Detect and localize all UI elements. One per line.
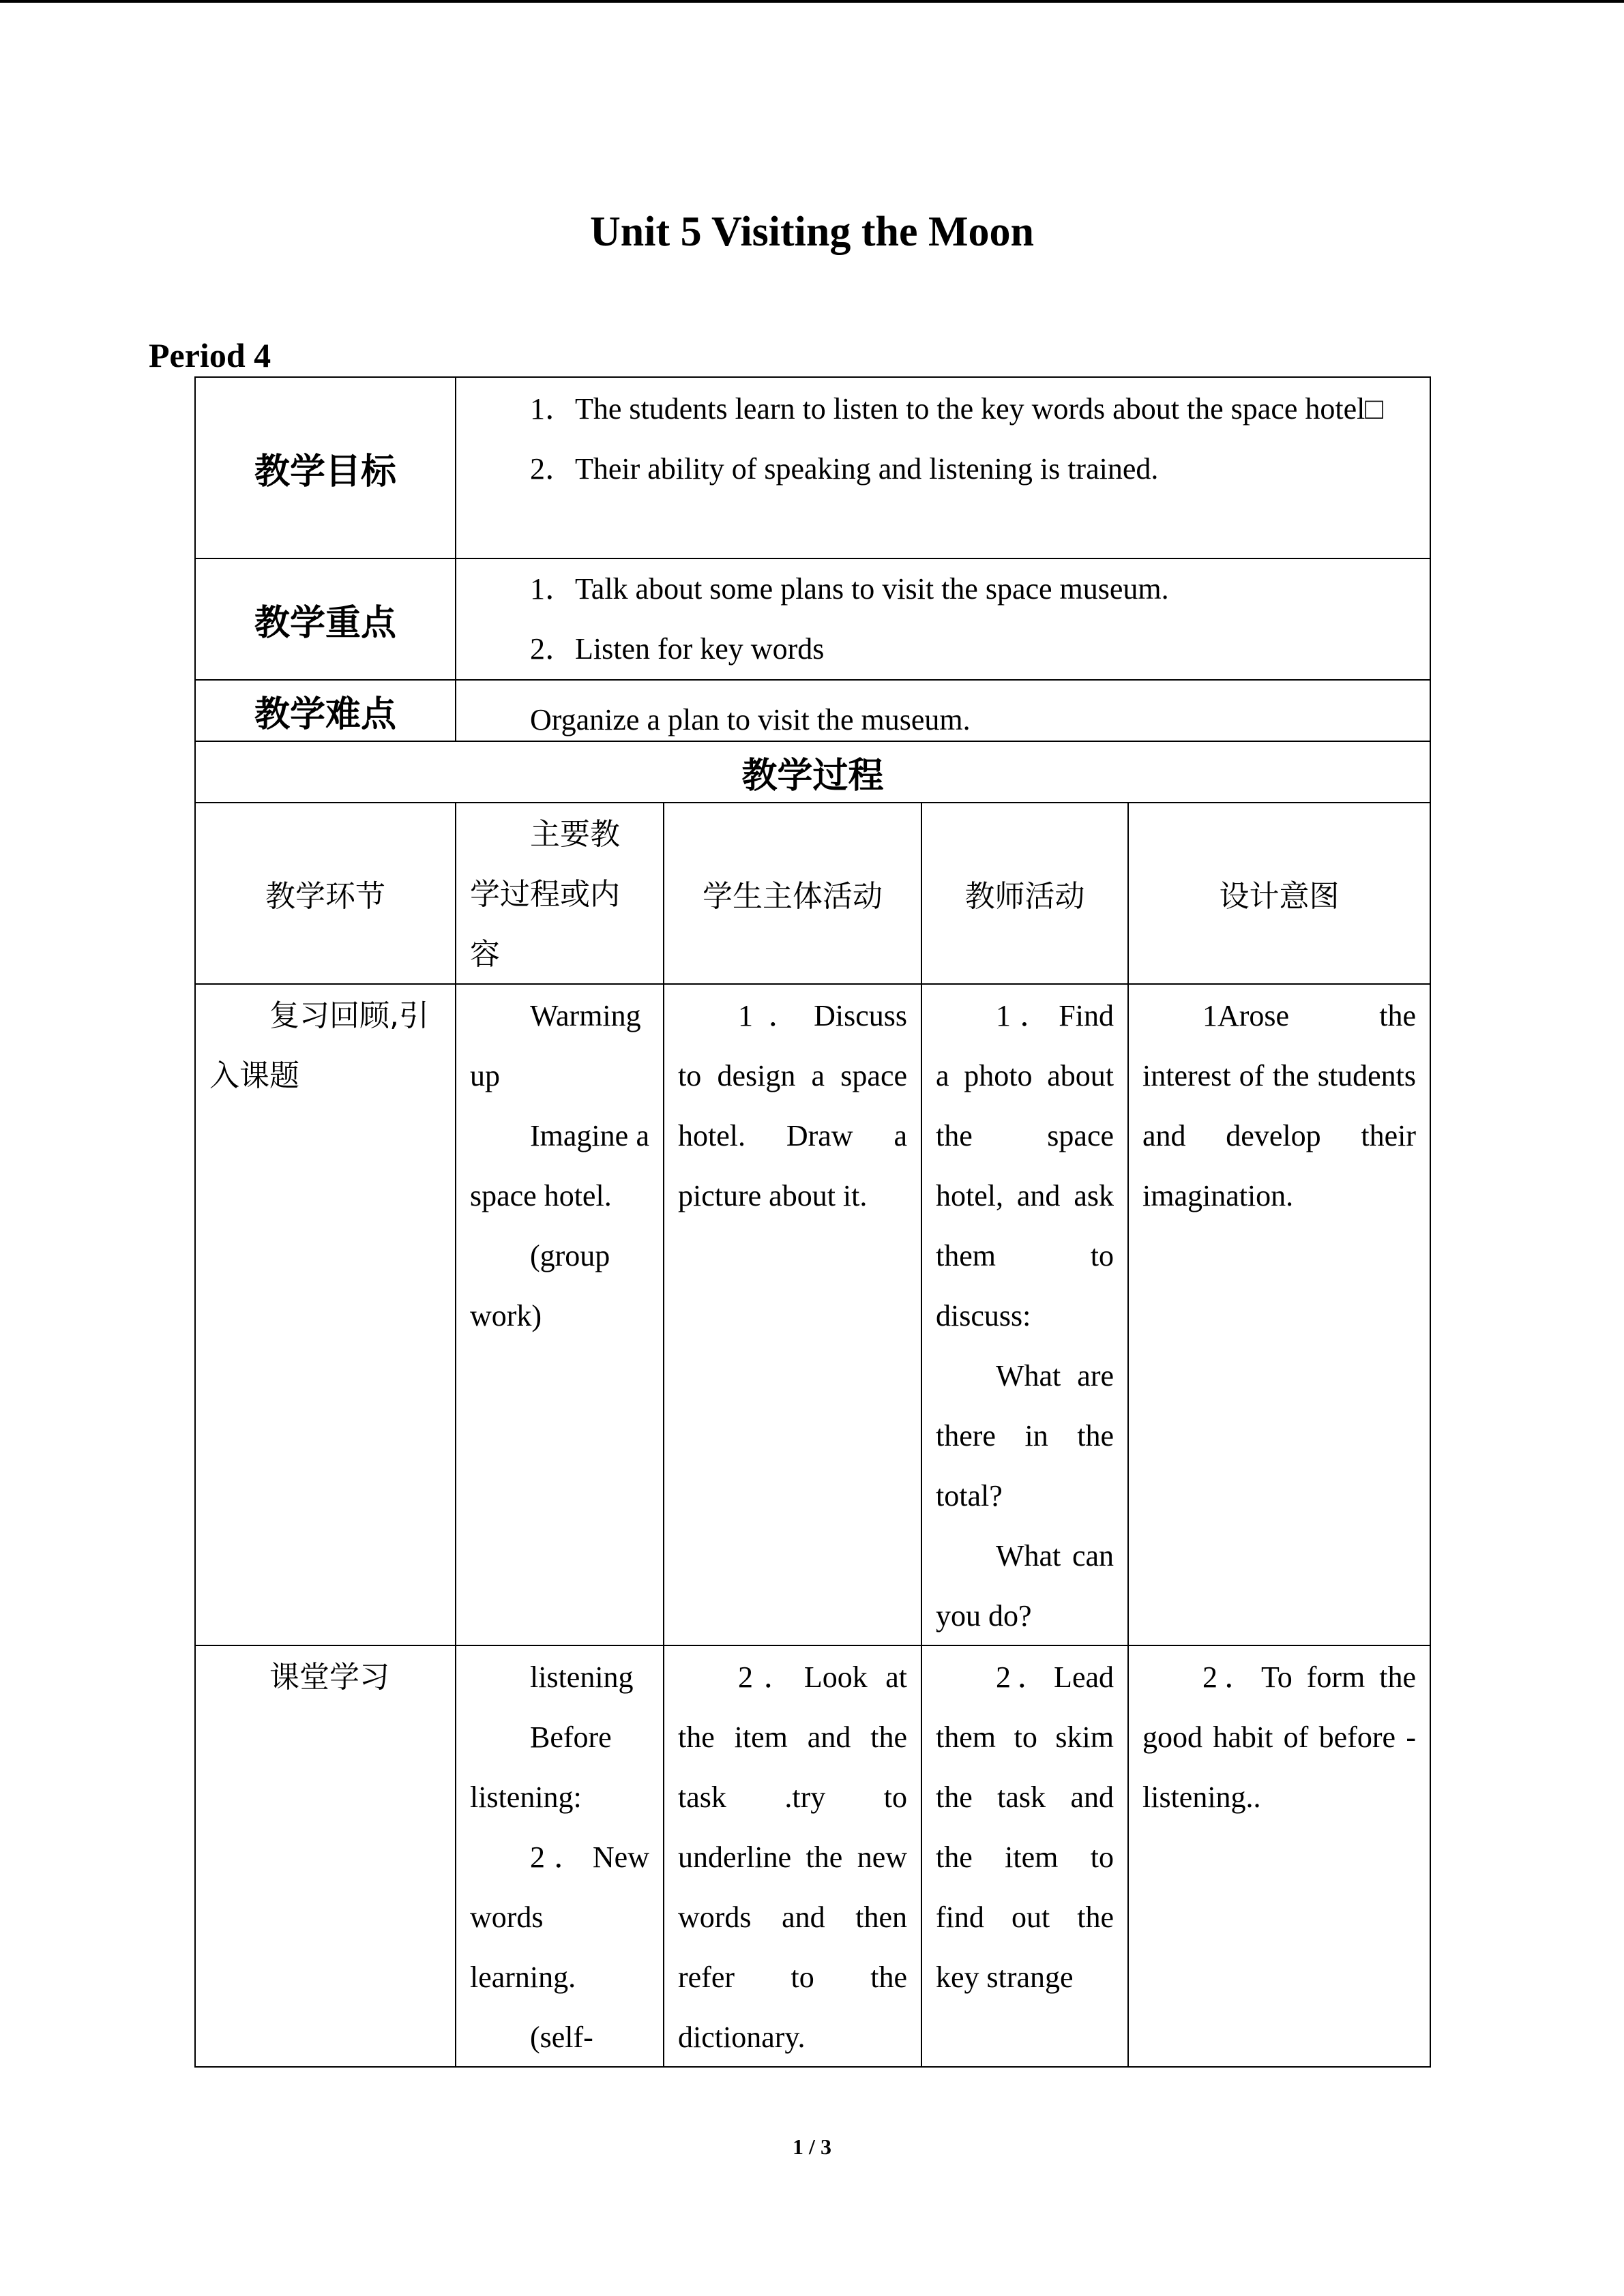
row1-intent-cell xyxy=(1127,983,1431,1646)
row2-content-line: listening xyxy=(530,1660,634,1694)
key-points-label-cell xyxy=(194,558,456,681)
row2-student-line: 2．Look at the item and the task .try to underline the new words and then refer to the dictionary. xyxy=(678,1660,907,2054)
document-title: Unit 5 Visiting the Moon xyxy=(589,209,1035,255)
objectives-label: 教学目标 xyxy=(254,451,396,492)
row1-intent-line: 1Arose the interest of the students and develop their imagination. xyxy=(1142,999,1416,1212)
header-intent: 设计意图 xyxy=(1219,879,1340,914)
row1-student-cell xyxy=(663,983,922,1646)
row1-teacher-cell xyxy=(921,983,1129,1646)
objective-item: 1．The students learn to listen to the key words about the space hotel□ xyxy=(530,392,1383,426)
row2-intent-cell xyxy=(1127,1645,1431,2068)
page-number: 1 / 3 xyxy=(793,2134,831,2159)
top-border-line xyxy=(0,0,1624,3)
row1-teacher-line: 1．Find a photo about the space hotel, and ask them to discuss: xyxy=(936,999,1114,1332)
row1-content-cell xyxy=(455,983,664,1646)
difficulty-item: Organize a plan to visit the museum. xyxy=(530,703,971,736)
header-intent-cell xyxy=(1127,802,1431,985)
difficulties-label: 教学难点 xyxy=(254,694,396,735)
key-points-content-cell xyxy=(455,558,1431,681)
row1-student-line: 1．Discuss to design a space hotel. Draw a picture about it. xyxy=(678,999,907,1212)
row1-content-line: (group work) xyxy=(470,1239,610,1332)
header-teacher: 教师活动 xyxy=(964,879,1085,914)
row2-content-cell xyxy=(455,1645,664,2068)
row2-content-line: Before listening: xyxy=(470,1720,612,1814)
row1-content-line: Warming up xyxy=(470,999,641,1092)
objective-item: 2．Their ability of speaking and listening is trained. xyxy=(530,452,1159,486)
row2-intent-line: 2．To form the good habit of before -listening.. xyxy=(1142,1660,1416,1814)
row1-stage-cell xyxy=(194,983,456,1646)
difficulties-label-cell xyxy=(194,679,456,742)
row2-teacher-line: 2．Lead them to skim the task and the item to find out the key strange xyxy=(936,1660,1114,1994)
row2-stage-cell xyxy=(194,1645,456,2068)
header-teacher-cell xyxy=(921,802,1129,985)
row2-teacher-cell xyxy=(921,1645,1129,2068)
header-content-cell xyxy=(455,802,664,985)
process-heading: 教学过程 xyxy=(741,755,884,796)
row2-stage: 课堂学习 xyxy=(269,1660,389,1695)
key-points-label: 教学重点 xyxy=(254,602,396,644)
difficulties-content-cell xyxy=(455,679,1431,742)
objectives-content-cell xyxy=(455,376,1431,559)
header-student-cell xyxy=(663,802,922,985)
header-stage: 教学环节 xyxy=(265,879,385,914)
row1-stage: 复习回顾,引入课题 xyxy=(209,998,429,1093)
row1-content-line: Imagine a space hotel. xyxy=(470,1119,649,1212)
header-content: 主要教学过程或内容 xyxy=(470,817,620,972)
key-point-item: 1．Talk about some plans to visit the space museum. xyxy=(530,572,1169,606)
period-heading: Period 4 xyxy=(149,336,271,374)
header-student: 学生主体活动 xyxy=(703,879,883,914)
process-heading-cell xyxy=(194,741,1431,803)
key-point-item: 2．Listen for key words xyxy=(530,632,825,666)
row1-teacher-line: What are there in the total? xyxy=(936,1359,1114,1512)
row2-content-line: (self- xyxy=(530,2021,593,2054)
row2-content-line: 2．New words learning. xyxy=(470,1840,649,1994)
objectives-label-cell xyxy=(194,376,456,559)
row1-teacher-line: What can you do? xyxy=(936,1539,1114,1632)
header-stage-cell xyxy=(194,802,456,985)
row2-student-cell xyxy=(663,1645,922,2068)
